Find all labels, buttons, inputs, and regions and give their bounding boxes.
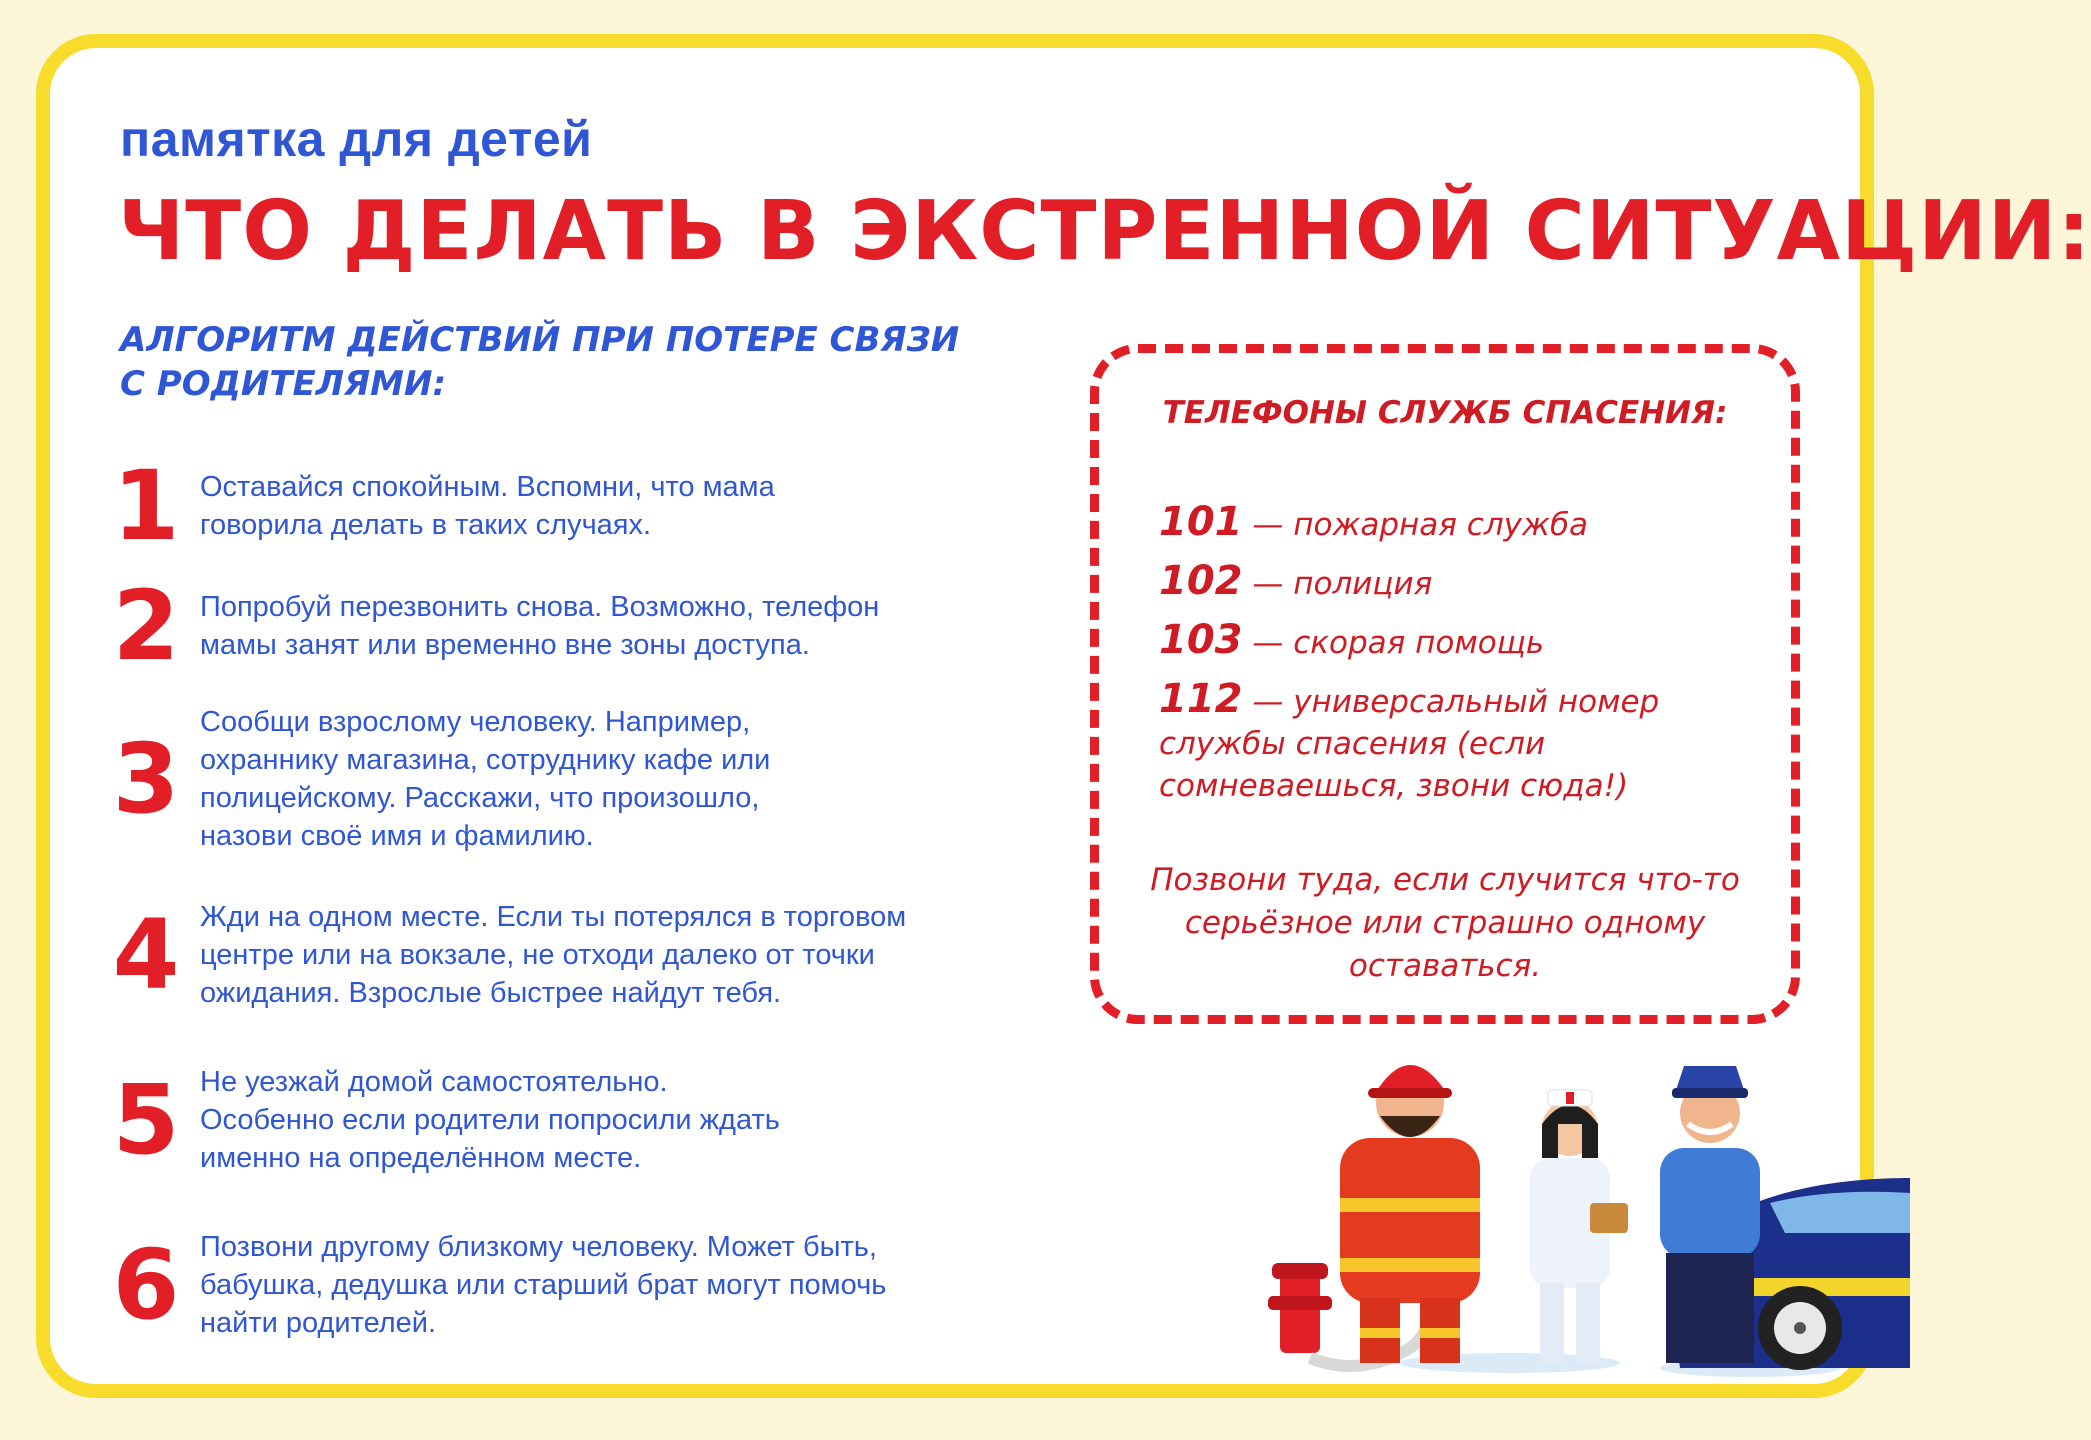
phone-note: Позвони туда, если случится что-то серьёзное или страшно одному оставаться. <box>1150 862 1740 984</box>
step-text: Сообщи взрослому человеку. Например, охраннику магазина, сотруднику кафе или полицейскому. Расскажи, что произошло, назови своё имя и фамилию. <box>200 706 771 852</box>
phone-description: — полиция <box>1242 566 1433 602</box>
firefighter-icon <box>1340 1065 1480 1363</box>
poster-title: ЧТО ДЕЛАТЬ В ЭКСТРЕННОЙ СИТУАЦИИ: <box>118 184 2091 279</box>
phone-item <box>1159 619 1769 664</box>
step-number: 5 <box>112 1064 180 1176</box>
poster-card <box>36 34 2091 1398</box>
nurse-icon <box>1530 1090 1628 1363</box>
step-text: Попробуй перезвонить снова. Возможно, телефон мамы занят или временно вне зоны доступа. <box>200 591 880 661</box>
phone-item <box>1159 501 1769 546</box>
step-text: Не уезжай домой самостоятельно. Особенно если родители попросили ждать именно на определённом месте. <box>200 1066 780 1174</box>
step-number: 3 <box>112 723 180 835</box>
phone-number: 101 <box>1159 499 1243 545</box>
step-1 <box>106 450 1066 562</box>
algorithm-heading-line2: С РОДИТЕЛЯМИ: <box>120 364 447 404</box>
algorithm-heading <box>120 318 1020 406</box>
algorithm-heading-line1: АЛГОРИТМ ДЕЙСТВИЙ ПРИ ПОТЕРЕ СВЯЗИ <box>120 320 960 360</box>
step-3 <box>106 703 1066 855</box>
police-officer-icon <box>1660 1066 1760 1363</box>
phone-description: — скорая помощь <box>1242 625 1545 661</box>
phone-item <box>1159 678 1769 807</box>
poster-subtitle: памятка для детей <box>120 111 593 167</box>
phone-description: — универсальный номер службы спасения (если сомневаешься, звони сюда!) <box>1159 684 1660 804</box>
emergency-phones-box <box>1090 344 1800 1024</box>
phone-list <box>1159 501 1769 821</box>
phone-number: 103 <box>1159 617 1243 663</box>
phone-number: 112 <box>1159 676 1243 722</box>
step-4 <box>106 898 1066 1012</box>
emergency-phones-title: ТЕЛЕФОНЫ СЛУЖБ СПАСЕНИЯ: <box>1162 395 1728 431</box>
phone-item <box>1159 560 1769 605</box>
step-number: 6 <box>112 1229 180 1341</box>
step-number: 1 <box>112 450 180 562</box>
step-number: 4 <box>112 899 180 1011</box>
step-text: Оставайся спокойным. Вспомни, что мама говорила делать в таких случаях. <box>200 471 775 541</box>
phone-description: — пожарная служба <box>1242 507 1589 543</box>
step-number: 2 <box>112 570 180 682</box>
step-6 <box>106 1228 1066 1342</box>
step-text: Позвони другому близкому человеку. Может быть, бабушка, дедушка или старший брат могут помочь найти родителей. <box>200 1231 887 1339</box>
rescuers-illustration <box>1210 1028 1910 1388</box>
step-2 <box>106 570 1066 682</box>
step-5 <box>106 1063 1066 1177</box>
phone-number: 102 <box>1159 558 1243 604</box>
step-text: Жди на одном месте. Если ты потерялся в торговом центре или на вокзале, не отходи далеко от точки ожидания. Взрослые быстрее найдут тебя. <box>200 901 907 1009</box>
